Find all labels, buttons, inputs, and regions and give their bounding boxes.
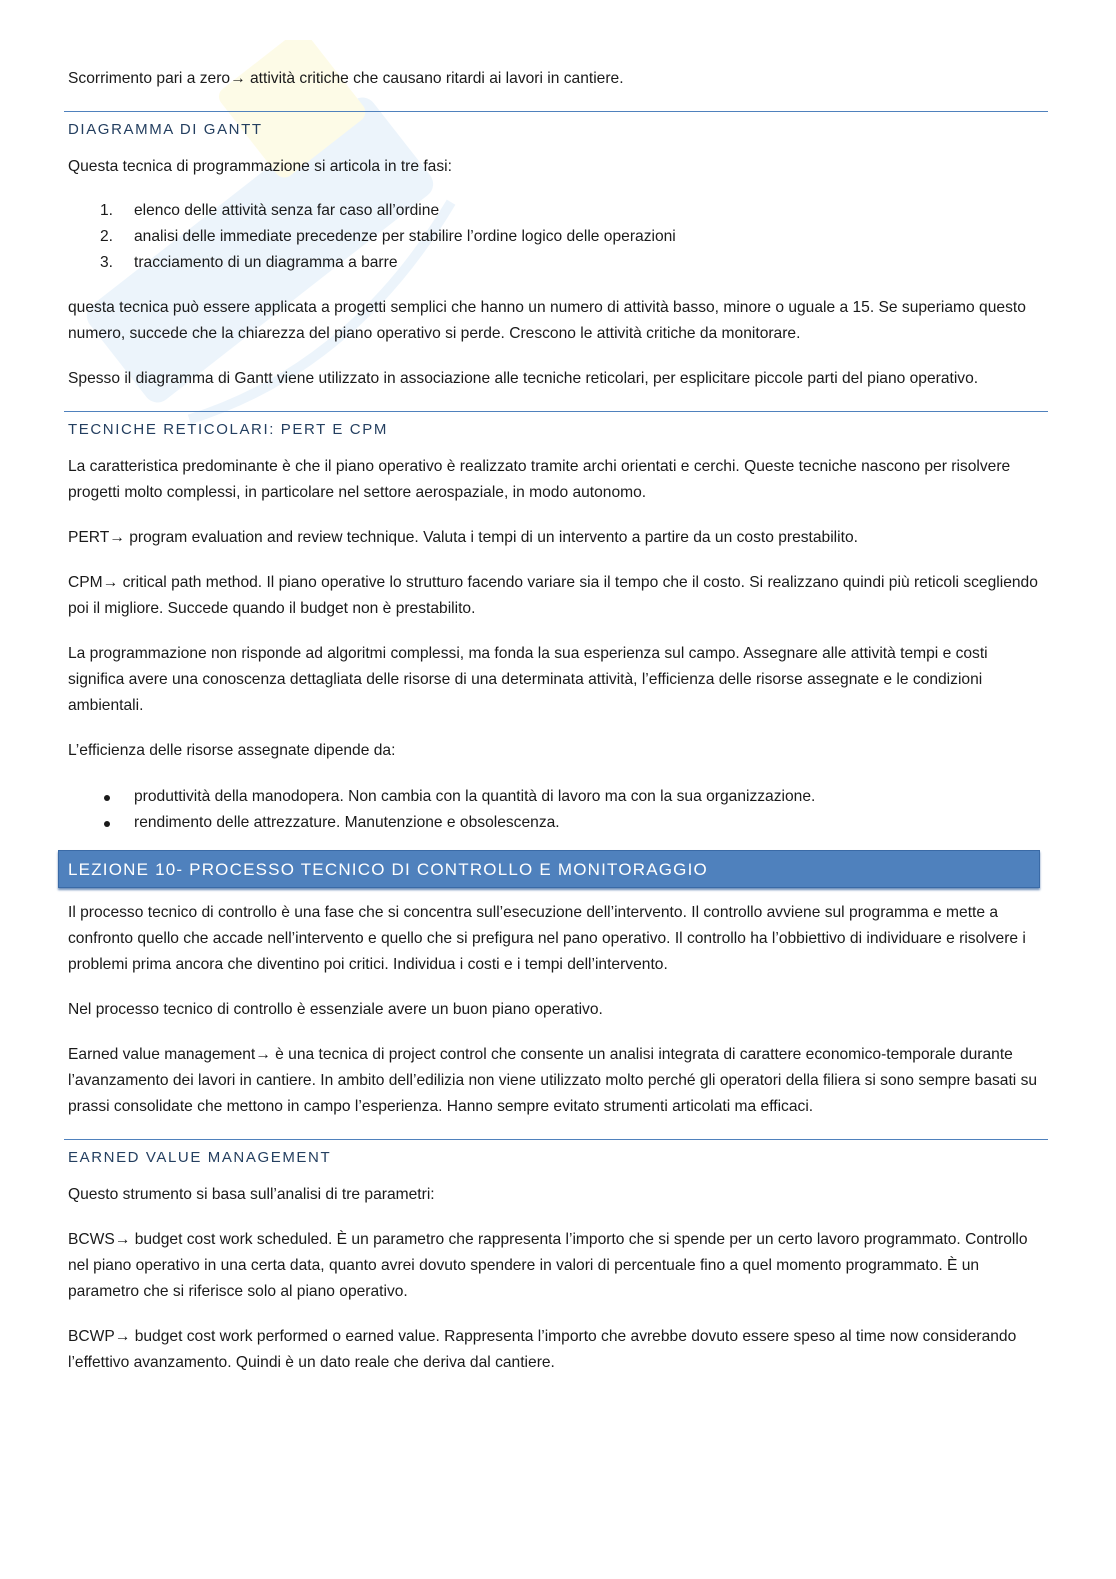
pert-paragraph: PERT→ program evaluation and review technique. Valuta i tempi di un intervento a partire da un costo prestabilito. [68, 529, 858, 546]
lezione-paragraph: Il processo tecnico di controllo è una fase che si concentra sull’esecuzione dell’intervento. Il controllo avviene sul programma e mette a confronto quello che accade nell’intervento e quello che si prefigura nel pano operativo. Il controllo ha l’obbiettivo di individuare e risolvere i problemi prima ancora che diventino poi critici. Individua i costi e i tempi dell’intervento. [68, 904, 1026, 973]
gantt-paragraph: questa tecnica può essere applicata a progetti semplici che hanno un numero di attività basso, minore o uguale a 15. Se superiamo questo numero, succede che la chiarezza del piano operativo si perde. Crescono le attività critiche da monitorare. [68, 299, 1026, 342]
reticolari-paragraph: L’efficienza delle risorse assegnate dipende da: [68, 742, 396, 759]
reticolari-paragraph: La caratteristica predominante è che il piano operativo è realizzato tramite archi orientati e cerchi. Queste tecniche nascono per risolvere progetti molto complessi, in particolare nel settore aerospaziale, in modo autonomo. [68, 458, 1011, 501]
list-item-text: elenco delle attività senza far caso all’ordine [134, 202, 440, 219]
list-item [68, 810, 1048, 836]
lezione-heading: LEZIONE 10- PROCESSO TECNICO DI CONTROLLO E MONITORAGGIO [58, 850, 1040, 888]
list-item [68, 224, 1048, 250]
document-content [68, 66, 1048, 1395]
section-lezione-10 [68, 850, 1048, 1120]
section-evm [68, 1139, 1048, 1376]
list-item-text: rendimento delle attrezzature. Manutenzione e obsolescenza. [134, 814, 560, 831]
section-reticolari [68, 411, 1048, 836]
gantt-paragraph: Spesso il diagramma di Gantt viene utilizzato in associazione alle tecniche reticolari, per esplicitare piccole parti del piano operativo. [68, 370, 979, 387]
evm-heading: EARNED VALUE MANAGEMENT [68, 1149, 332, 1166]
list-number: 2. [100, 228, 114, 245]
bcwp-paragraph: BCWP→ budget cost work performed o earned value. Rappresenta l’importo che avrebbe dovuto essere speso al time now considerando l’effettivo avanzamento. Quindi è un dato reale che deriva dal cantiere. [68, 1328, 1017, 1371]
bullet-icon [104, 821, 110, 827]
list-item [68, 784, 1048, 810]
intro-paragraph: Scorrimento pari a zero→ attività critiche che causano ritardi ai lavori in cantiere. [68, 70, 624, 87]
list-item-text: tracciamento di un diagramma a barre [134, 254, 398, 271]
reticolari-paragraph: La programmazione non risponde ad algoritmi complessi, ma fonda la sua esperienza sul campo. Assegnare alle attività tempi e costi significa avere una conoscenza dettagliata delle risorse di una determinata attività, l’efficienza delle risorse assegnate e le condizioni ambientali. [68, 645, 988, 714]
gantt-lead: Questa tecnica di programmazione si articola in tre fasi: [68, 158, 452, 175]
section-gantt [68, 111, 1048, 392]
gantt-heading: DIAGRAMMA DI GANTT [68, 121, 263, 138]
section-divider [64, 411, 1048, 412]
section-divider [64, 1139, 1048, 1140]
section-divider [64, 111, 1048, 112]
bullet-icon [104, 795, 110, 801]
list-item-text: produttività della manodopera. Non cambia con la quantità di lavoro ma con la sua organizzazione. [134, 788, 816, 805]
list-item-text: analisi delle immediate precedenze per stabilire l’ordine logico delle operazioni [134, 228, 676, 245]
lezione-paragraph: Nel processo tecnico di controllo è essenziale avere un buon piano operativo. [68, 1001, 603, 1018]
list-item [68, 198, 1048, 224]
list-number: 1. [100, 202, 114, 219]
efficiency-bullet-list [68, 784, 1048, 836]
lezione-paragraph: Earned value management→ è una tecnica di project control che consente un analisi integrata di carattere economico-temporale durante l’avanzamento dei lavori in cantiere. In ambito dell’edilizia non viene utilizzato molto perché gli operatori della filiera si sono sempre basati su prassi consolidate che mettono in campo l’esperienza. Hanno sempre evitato strumenti articolati ma efficaci. [68, 1046, 1038, 1115]
reticolari-heading: TECNICHE RETICOLARI: PERT E CPM [68, 421, 388, 438]
gantt-steps-list [68, 198, 1048, 276]
evm-paragraph: Questo strumento si basa sull’analisi di tre parametri: [68, 1186, 435, 1203]
cpm-paragraph: CPM→ critical path method. Il piano operative lo strutturo facendo variare sia il tempo che il costo. Si realizzano quindi più reticoli scegliendo poi il migliore. Succede quando il budget non è prestabilito. [68, 574, 1038, 617]
list-item [68, 250, 1048, 276]
bcws-paragraph: BCWS→ budget cost work scheduled. È un parametro che rappresenta l’importo che si spende per un certo lavoro programmato. Controllo nel piano operativo in una certa data, quanto avrei dovuto spendere in valori di percentuale fino a quel momento programmato. È un parametro che si riferisce solo al piano operativo. [68, 1231, 1028, 1300]
list-number: 3. [100, 254, 114, 271]
